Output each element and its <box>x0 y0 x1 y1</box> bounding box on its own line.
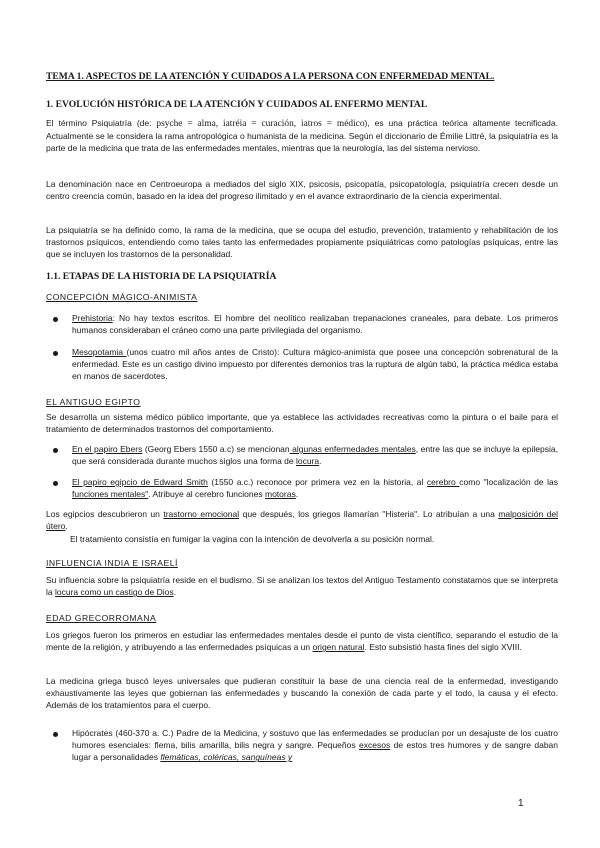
text: Hipócrates (460-370 a. C.) Padre de la Medicina, y sostuvo que las enfermedades se producían por un desajuste de los cuatro humores esenciales: flema, bilis amarilla, bilis negra y sangre. Pequeños <box>72 728 558 751</box>
topic-heading: INFLUENCIA INDIA E ISRAELÍ <box>46 558 178 568</box>
underlined-text: locura <box>295 456 320 467</box>
text: que después, los griegos llamarían "Histeria". Lo atribuían a una <box>239 509 499 519</box>
paragraph: La psiquiatría se ha definido como, la rama de la medicina, que se ocupa del estudio, prevención, tratamiento y rehabilitación de los trastornos psíquicos, entendiendo como tales tanto las enfermedades propiamente psiquiátricas como patologías psíquicas, entre las que se incluyen los trastornos de la personalidad. <box>46 225 558 260</box>
text: : No hay textos escritos. El hombre del neolítico realizaban trepanaciones craneales, para debate. Los primeros humanos consideraban el cráneo como una parte privilegiada del organismo. <box>72 313 558 336</box>
text: . <box>65 521 68 532</box>
underlined-text: excesos <box>359 740 391 751</box>
indented-note: El tratamiento consistía en fumigar la vagina con la intención de devolverla a su posición normal. <box>70 534 435 544</box>
text: . Esto subsistió hasta fines del siglo XVIII. <box>364 642 522 653</box>
text: ), es una práctica teórica altamente tecnificada. Actualmente se le considera la rama antropológica o humanista de la medicina. Según el diccionario de Émilie Littré, la psiquiatría es la parte de la medicina que trata de las enfermedades mentales, mientras que la neurología, las del sistema nervioso. <box>46 118 559 154</box>
list-item <box>72 443 558 467</box>
underlined-text: cerebro <box>426 477 460 487</box>
text: El término Psiquiatría (de: <box>46 118 157 128</box>
text: . <box>319 456 322 467</box>
document-title: TEMA 1. ASPECTOS DE LA ATENCIÓN Y CUIDADOS A LA PERSONA CON ENFERMEDAD MENTAL. <box>46 71 495 82</box>
etymology: psyche = alma, iatréia = curación, iatros = médico <box>156 119 365 129</box>
paragraph: Se desarrolla un sistema médico público importante, que ya establece las actividades recreativas como la pintura o el baile para el tratamiento de determinados trastornos del comportamiento. <box>46 412 558 435</box>
term: El papiro egipcio de Edward Smith <box>72 477 208 487</box>
section-heading: 1. EVOLUCIÓN HISTÓRICA DE LA ATENCIÓN Y CUIDADOS AL ENFERMO MENTAL <box>46 99 428 110</box>
paragraph <box>46 117 558 154</box>
list-item <box>72 346 558 382</box>
paragraph <box>46 508 558 532</box>
bullet-icon <box>53 481 58 486</box>
underlined-text: malposición del útero <box>46 509 559 532</box>
text: . Atribuye al cerebro funciones <box>148 489 265 500</box>
text: (1550 a.c.) reconoce por primera vez en la historia, al <box>207 477 427 487</box>
text: . <box>295 489 299 500</box>
term: En el papiro Ebers <box>72 444 143 454</box>
text: (Georg Ebers 1550 a.c) se mencionan <box>142 444 290 454</box>
paragraph <box>46 629 558 653</box>
underlined-text: flemáticas, coléricas, sanguíneas y <box>160 752 293 763</box>
underlined-text: funciones mentales" <box>72 489 149 500</box>
paragraph <box>46 574 558 598</box>
underlined-text: locura como un castigo de Dios <box>54 587 174 598</box>
list-item <box>72 476 558 500</box>
topic-heading: EDAD GRECORROMANA <box>46 613 157 623</box>
text: de estos tres humores y de sangre daban lugar a personalidades <box>72 740 558 763</box>
underlined-text: trastorno emocional <box>163 509 240 519</box>
term: Prehistoria <box>72 313 113 323</box>
text: Los griegos fueron los primeros en estudiar las enfermedades mentales desde el punto de vista científico, separando el estudio de la mente de la religión, y atribuyendo a las enfermedades psíquicas a un <box>46 630 558 653</box>
paragraph: La medicina griega buscó leyes universales que pudieran constituir la base de una ciencia real de la enfermedad, investigando exhaustivamente las leyes que gobiernan las enfermedades y buscando la conexión de cada parte y el todo, la causa y el efecto. Además de los tratamientos para el cuerpo. <box>46 676 558 711</box>
text: Su influencia sobre la psiquiatría reside en el budismo. Si se analizan los textos del Antiguo Testamento constatamos que se interpreta la <box>46 575 558 598</box>
list-item <box>72 312 558 336</box>
text: , entre las que se incluye la epilepsia, que será considerada durante muchos siglos una forma de <box>72 444 558 467</box>
underlined-text: motoras <box>264 489 296 500</box>
text: (unos cuatro mil años antes de Cristo): Cultura mágico-animista que posee una concepción sobrenatural de la enfermedad. Este es un castigo divino impuesto por diferentes demonios tras la ruptura de algún tabú, la práctica médica estaba en manos de sacerdotes. <box>72 347 558 382</box>
topic-heading: CONCEPCIÓN MÁGICO-ANIMISTA <box>46 292 198 302</box>
bullet-icon <box>53 448 58 453</box>
bullet-icon <box>53 732 58 737</box>
bullet-icon <box>53 317 58 322</box>
text: como "localización de las <box>459 477 559 487</box>
underlined-text: algunas enfermedades mentales <box>289 444 416 454</box>
bullet-icon <box>53 351 58 356</box>
list-item <box>72 727 558 763</box>
paragraph: La denominación nace en Centroeuropa a mediados del siglo XIX, psicosis, psicopatía, psicopatología, psiquiatría crecen desde un centro creencia común, basado en la idea del progreso ilimitado y en el avance extraordinario de la ciencia experimental. <box>46 179 558 202</box>
text: Los egipcios descubrieron un <box>46 509 164 519</box>
text: . <box>173 587 176 598</box>
page-number: 1 <box>518 798 524 809</box>
topic-heading: EL ANTIGUO EGIPTO <box>46 397 141 407</box>
subsection-heading: 1.1. ETAPAS DE LA HISTORIA DE LA PSIQUIATRÍA <box>46 271 277 282</box>
underlined-text: origen natural <box>312 642 365 653</box>
term: Mesopotamia <box>72 347 127 357</box>
